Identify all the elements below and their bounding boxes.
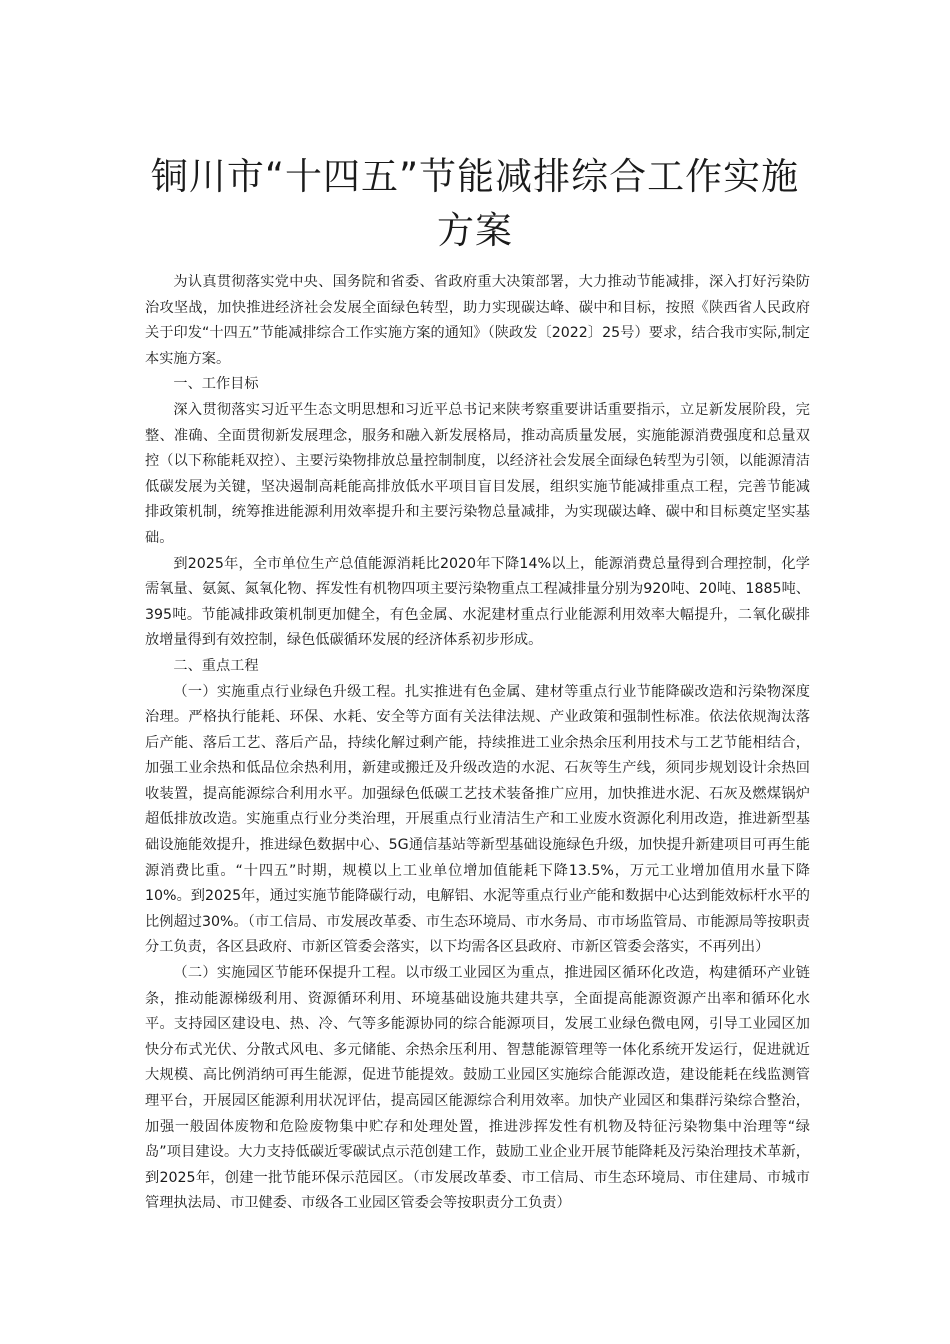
goals-paragraph-1: 深入贯彻落实习近平生态文明思想和习近平总书记来陕考察重要讲话重要指示，立足新发展阶段，完整、准确、全面贯彻新发展理念，服务和融入新发展格局，推动高质量发展，实施能源消费强度和总量双控（以下称能耗双控）、主要污染物排放总量控制制度，以经济社会发展全面绿色转型为引领，以能源清洁低碳发展为关键，坚决遏制高耗能高排放低水平项目盲目发展，组织实施节能减排重点工程，完善节能减排政策机制，统筹推进能源利用效率提升和主要污染物总量减排，为实现碳达峰、碳中和目标奠定坚实基础。 xyxy=(145,401,810,546)
document-title-line-1: 铜川市“十四五”节能减排综合工作实施 xyxy=(150,155,800,198)
section-heading-goals: 一、工作目标 xyxy=(173,376,259,393)
document-body xyxy=(145,270,810,1217)
section-heading-projects: 二、重点工程 xyxy=(173,657,259,674)
goals-paragraph-2: 到2025年，全市单位生产总值能源消耗比2020年下降14%以上，能源消费总量得到合理控制，化学需氧量、氨氮、氮氧化物、挥发性有机物四项主要污染物重点工程减排量分别为920吨、20吨、1885吨、395吨。节能减排政策机制更加健全，有色金属、水泥建材重点行业能源利用效率大幅提升，二氧化碳排放增量得到有效控制，绿色低碳循环发展的经济体系初步形成。 xyxy=(145,555,810,649)
document-title xyxy=(100,150,850,258)
intro-paragraph: 为认真贯彻落实党中央、国务院和省委、省政府重大决策部署，大力推动节能减排，深入打好污染防治攻坚战，加快推进经济社会发展全面绿色转型，助力实现碳达峰、碳中和目标，按照《陕西省人民政府关于印发“十四五”节能减排综合工作实施方案的通知》（陕政发〔2022〕25号）要求，结合我市实际,制定本实施方案。 xyxy=(145,274,810,367)
projects-paragraph-2: （二）实施园区节能环保提升工程。以市级工业园区为重点，推进园区循环化改造，构建循环产业链条，推动能源梯级利用、资源循环利用、环境基础设施共建共享，全面提高能源资源产出率和循环化水平。支持园区建设电、热、冷、气等多能源协同的综合能源项目，发展工业绿色微电网，引导工业园区加快分布式光伏、分散式风电、多元储能、余热余压利用、智慧能源管理等一体化系统开发运行，促进就近大规模、高比例消纳可再生能源，促进节能提效。鼓励工业园区实施综合能源改造，建设能耗在线监测管理平台，开展园区能源利用状况评估，提高园区能源综合利用效率。加快产业园区和集群污染综合整治，加强一般固体废物和危险废物集中贮存和处理处置，推进涉挥发性有机物及特征污染物集中治理等“绿岛”项目建设。大力支持低碳近零碳试点示范创建工作，鼓励工业企业开展节能降耗及污染治理技术革新，到2025年，创建一批节能环保示范园区。（市发展改革委、市工信局、市生态环境局、市住建局、市城市管理执法局、市卫健委、市级各工业园区管委会等按职责分工负责） xyxy=(145,965,810,1212)
document-title-line-2: 方案 xyxy=(437,209,513,252)
projects-paragraph-1: （一）实施重点行业绿色升级工程。扎实推进有色金属、建材等重点行业节能降碳改造和污染物深度治理。严格执行能耗、环保、水耗、安全等方面有关法律法规、产业政策和强制性标准。依法依规淘汰落后产能、落后工艺、落后产品，持续化解过剩产能，持续推进工业余热余压利用技术与工艺节能相结合，加强工业余热和低品位余热利用，新建或搬迁及升级改造的水泥、石灰等生产线，须同步规划设计余热回收装置，提高能源综合利用水平。加强绿色低碳工艺技术装备推广应用，加快推进水泥、石灰及燃煤锅炉超低排放改造。实施重点行业分类治理，开展重点行业清洁生产和工业废水资源化利用改造，推进新型基础设施能效提升，推进绿色数据中心、5G通信基站等新型基础设施绿色升级，加快提升新建项目可再生能源消费比重。“十四五”时期，规模以上工业单位增加值能耗下降13.5%，万元工业增加值用水量下降10%。到2025年，通过实施节能降碳行动，电解铝、水泥等重点行业产能和数据中心达到能效标杆水平的比例超过30%。（市工信局、市发展改革委、市生态环境局、市水务局、市市场监管局、市能源局等按职责分工负责，各区县政府、市新区管委会落实，以下均需各区县政府、市新区管委会落实，不再列出） xyxy=(145,683,810,956)
